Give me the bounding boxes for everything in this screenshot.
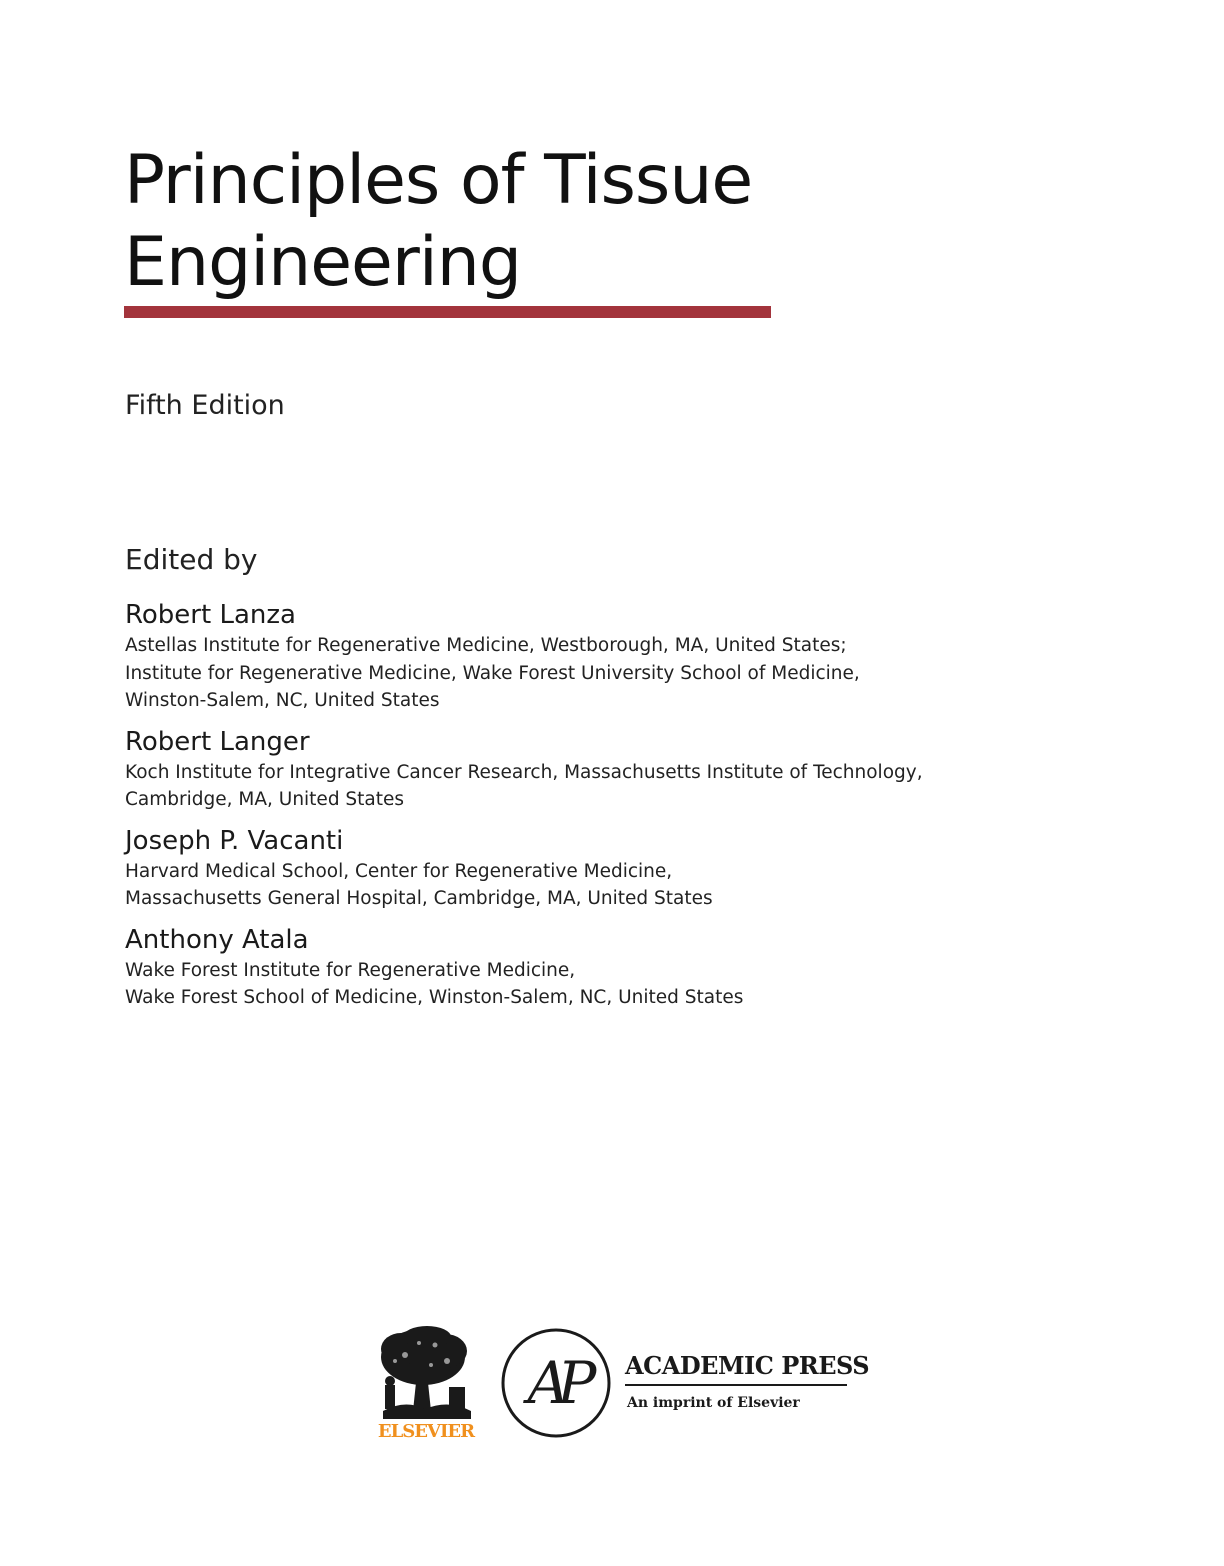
elsevier-wordmark: ELSEVIER bbox=[377, 1421, 475, 1440]
editor-affiliation-line: Cambridge, MA, United States bbox=[125, 789, 405, 810]
book-title bbox=[124, 140, 752, 304]
editor-affiliation-line: Wake Forest School of Medicine, Winston-Salem, NC, United States bbox=[125, 987, 744, 1008]
editor-name: Joseph P. Vacanti bbox=[125, 825, 344, 856]
ap-monogram: AP bbox=[527, 1349, 585, 1417]
editors-list bbox=[125, 600, 1125, 1024]
publisher-logos bbox=[375, 1325, 870, 1445]
editor-affiliation-line: Harvard Medical School, Center for Regenerative Medicine, bbox=[125, 860, 673, 882]
editor-name: Anthony Atala bbox=[125, 924, 309, 955]
academic-press-ap-logo-icon bbox=[500, 1327, 612, 1439]
editor-entry bbox=[125, 826, 1125, 913]
elsevier-tree-logo-icon bbox=[375, 1325, 477, 1440]
publisher-imprint: An imprint of Elsevier bbox=[627, 1395, 800, 1411]
editor-affiliation-line: Winston-Salem, NC, United States bbox=[125, 690, 440, 711]
editor-entry bbox=[125, 600, 1125, 715]
editor-entry bbox=[125, 925, 1125, 1012]
editor-affiliation-line: Koch Institute for Integrative Cancer Research, Massachusetts Institute of Technology, bbox=[125, 761, 923, 783]
editor-affiliation-line: Institute for Regenerative Medicine, Wake Forest University School of Medicine, bbox=[125, 662, 860, 684]
editor-name: Robert Lanza bbox=[125, 600, 296, 630]
title-line-2: Engineering bbox=[124, 223, 521, 302]
editor-name: Robert Langer bbox=[125, 726, 310, 757]
title-line-1: Principles of Tissue bbox=[124, 141, 753, 220]
editor-affiliation-line: Astellas Institute for Regenerative Medicine, Westborough, MA, United States; bbox=[125, 635, 847, 656]
publisher-divider bbox=[625, 1384, 847, 1386]
academic-press-name: ACADEMIC PRESS bbox=[625, 1351, 870, 1380]
title-accent-rule bbox=[124, 306, 771, 318]
edited-by-label: Edited by bbox=[125, 543, 258, 576]
editor-entry bbox=[125, 727, 1125, 814]
editor-affiliation-line: Wake Forest Institute for Regenerative Medicine, bbox=[125, 959, 576, 981]
editor-affiliation-line: Massachusetts General Hospital, Cambridge, MA, United States bbox=[125, 888, 713, 909]
edition-label: Fifth Edition bbox=[125, 390, 285, 421]
